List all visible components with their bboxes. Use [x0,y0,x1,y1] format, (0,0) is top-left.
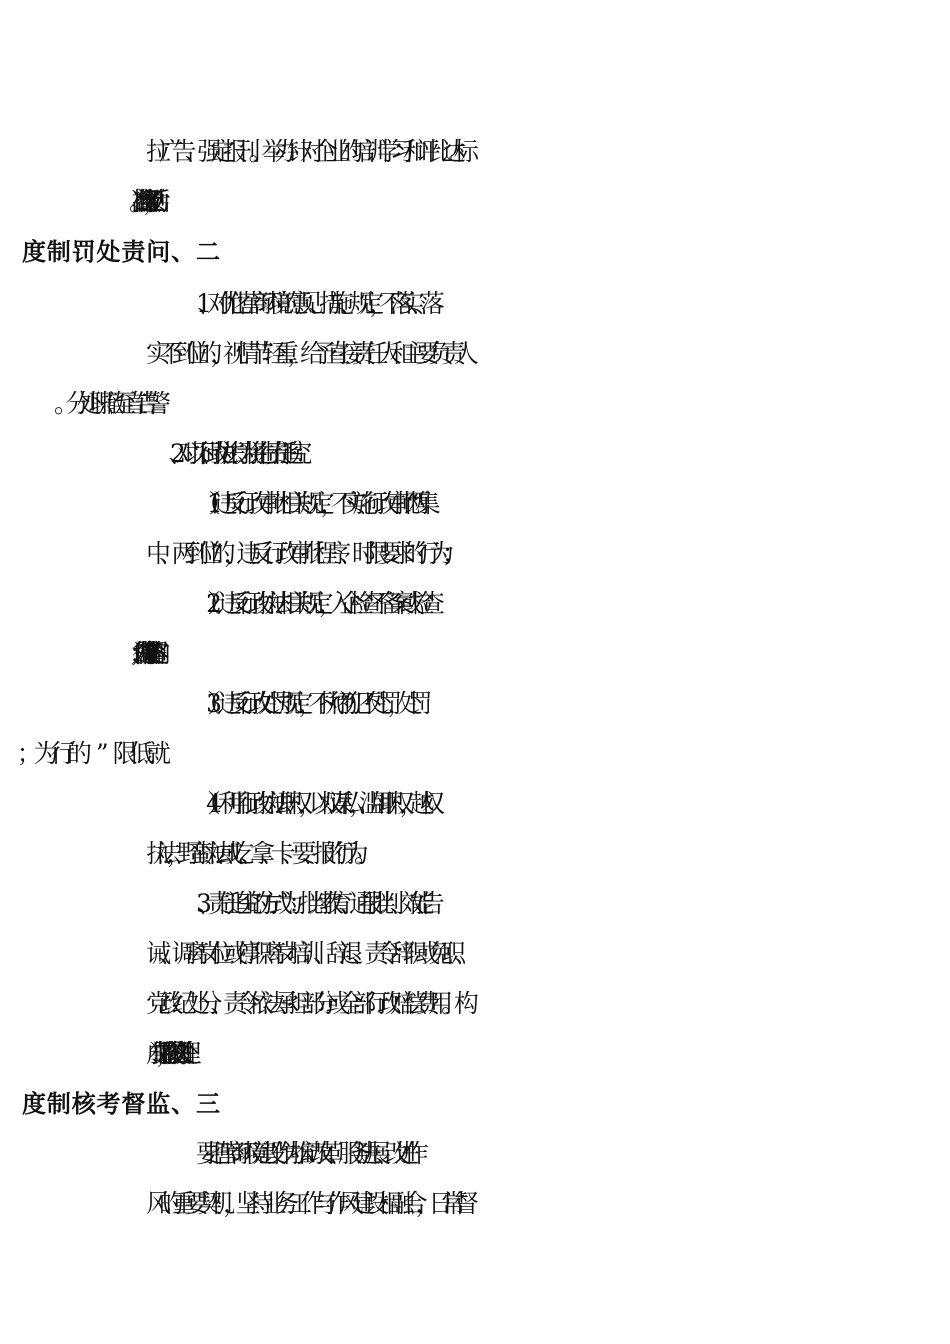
body-text-line: 3、责任追究的方式为：批判教育、通报批判、效能告 [196,889,431,918]
body-text-line: 拉广告、强定报刊。举办针对企业的培训学习和评比达标 [146,137,467,166]
section-heading [196,232,950,272]
body-text-line: 风的重要契机，坚持业务工作与作风建设相融合，日常督 [146,1189,467,1218]
body-text-line [146,182,950,222]
body-text-line [146,734,950,774]
body-text-line: 要把营商环境建设作为推动改革、服务进展、改进作 [196,1139,414,1168]
body-text-line: 成犯罪的，移交司法机关处理。 [146,1039,182,1068]
body-text-line: （3）违反行政处罚规定，不执行“初犯不处罚，处罚 [196,689,418,718]
body-text-line [146,384,950,424]
body-text-line: 党政纪处分、责令依法承担部分或全部行政赔偿费用。构 [146,989,467,1018]
body-text-line: （4）利用行政执法职权，以权谋私，滥用职权，越权 [196,789,431,818]
body-text-line: 中、两到位”的，违反行政审批程序、时限要求的行为； [146,539,455,568]
body-text-line: 实不到位的，视情节轻重，给予直接责任人和主要负责人 [146,339,467,368]
body-text-line: 执法，野蛮执法或吃、拿、卡、要、报的行为。 [146,839,365,868]
section-heading [196,1084,950,1124]
body-text-line: 1、对优化营商环境的意见、措施、规定，不落实、落 [196,289,431,318]
body-text-line: （1） 违反行政审批相关规定，不实施行政审批“两集 [196,489,427,518]
body-text-line [146,634,950,674]
body-text-line: （2）违反行政执法相关规定，入企检查不备案或检查 [196,589,431,618]
body-text-line: 诫、调离岗位或停职离岗培训、辞退、责令辞职或免职、 [146,939,467,968]
body-text-line: 2、对以下行政执法行为将进行责任追究： [170,439,303,468]
